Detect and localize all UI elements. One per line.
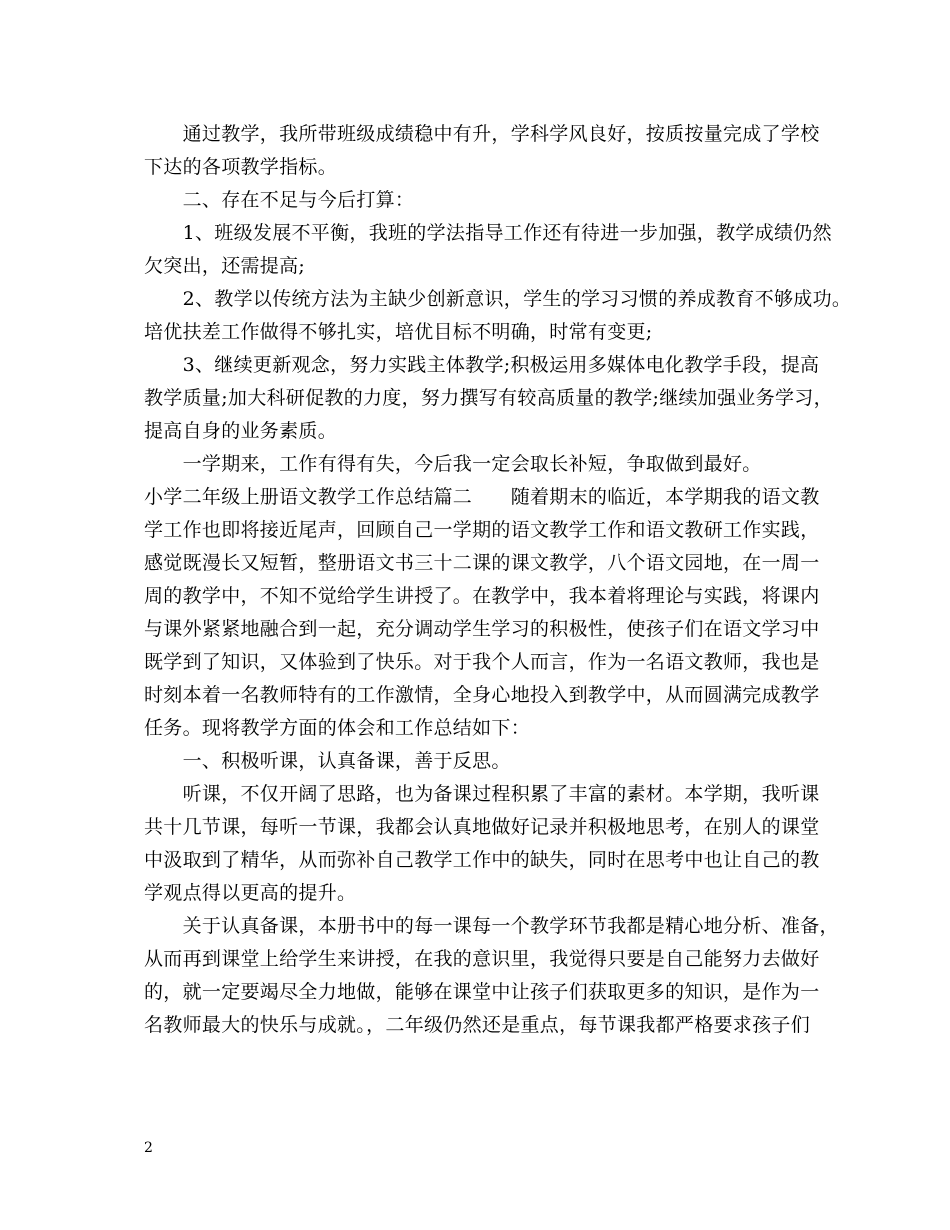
text-line: 小学二年级上册语文教学工作总结篇二 随着期末的临近，本学期我的语文教	[144, 486, 820, 508]
text-line: 名教师最大的快乐与成就。，二年级仍然还是重点，每节课我都严格要求孩子们	[144, 1014, 811, 1036]
text-line: 提高自身的业务素质。	[144, 420, 338, 442]
text-line: 一学期来，工作有得有失，今后我一定会取长补短，争取做到最好。	[144, 453, 762, 475]
text-line: 关于认真备课，本册书中的每一课每一个教学环节我都是精心地分析、准备，	[144, 915, 839, 937]
text-line: 既学到了知识，又体验到了快乐。对于我个人而言，作为一名语文教师，我也是	[144, 651, 820, 673]
text-line: 听课，不仅开阔了思路，也为备课过程积累了丰富的素材。本学期，我听课	[144, 783, 820, 805]
text-line: 中汲取到了精华，从而弥补自己教学工作中的缺失，同时在思考中也让自己的教	[144, 849, 820, 871]
text-line: 周的教学中，不知不觉给学生讲授了。在教学中，我本着将理论与实践，将课内	[144, 585, 820, 607]
text-line: 时刻本着一名教师特有的工作激情，全身心地投入到教学中，从而圆满完成教学	[144, 684, 820, 706]
text-line: 任务。现将教学方面的体会和工作总结如下：	[144, 717, 531, 739]
text-line: 通过教学，我所带班级成绩稳中有升，学科学风良好，按质按量完成了学校	[144, 123, 820, 145]
text-line: 下达的各项教学指标。	[144, 156, 338, 178]
text-line: 与课外紧紧地融合到一起，充分调动学生学习的积极性，使孩子们在语文学习中	[144, 618, 820, 640]
text-line: 感觉既漫长又短暂，整册语文书三十二课的课文教学，八个语文园地，在一周一	[144, 552, 820, 574]
text-line: 学工作也即将接近尾声，回顾自己一学期的语文教学工作和语文教研工作实践，	[144, 519, 820, 541]
text-line: 3、继续更新观念，努力实践主体教学;积极运用多媒体电化教学手段，提高	[144, 354, 820, 376]
text-line: 学观点得以更高的提升。	[144, 882, 357, 904]
text-line: 2、教学以传统方法为主缺少创新意识，学生的学习习惯的养成教育不够成功。	[144, 288, 852, 310]
text-line: 共十几节课，每听一节课，我都会认真地做好记录并积极地思考，在别人的课堂	[144, 816, 820, 838]
text-line: 从而再到课堂上给学生来讲授，在我的意识里，我觉得只要是自己能努力去做好	[144, 948, 820, 970]
text-line: 欠突出，还需提高;	[144, 255, 306, 277]
text-line: 1、班级发展不平衡，我班的学法指导工作还有待进一步加强，教学成绩仍然	[144, 222, 832, 244]
text-line: 二、存在不足与今后打算：	[144, 189, 415, 211]
text-line: 的，就一定要竭尽全力地做，能够在课堂中让孩子们获取更多的知识，是作为一	[144, 981, 820, 1003]
page-number: 2	[144, 1140, 153, 1156]
text-line: 教学质量;加大科研促教的力度，努力撰写有较高质量的教学;继续加强业务学习，	[144, 387, 833, 409]
text-line: 一、积极听课，认真备课，善于反思。	[144, 750, 511, 772]
text-line: 培优扶差工作做得不够扎实，培优目标不明确，时常有变更;	[144, 321, 653, 343]
